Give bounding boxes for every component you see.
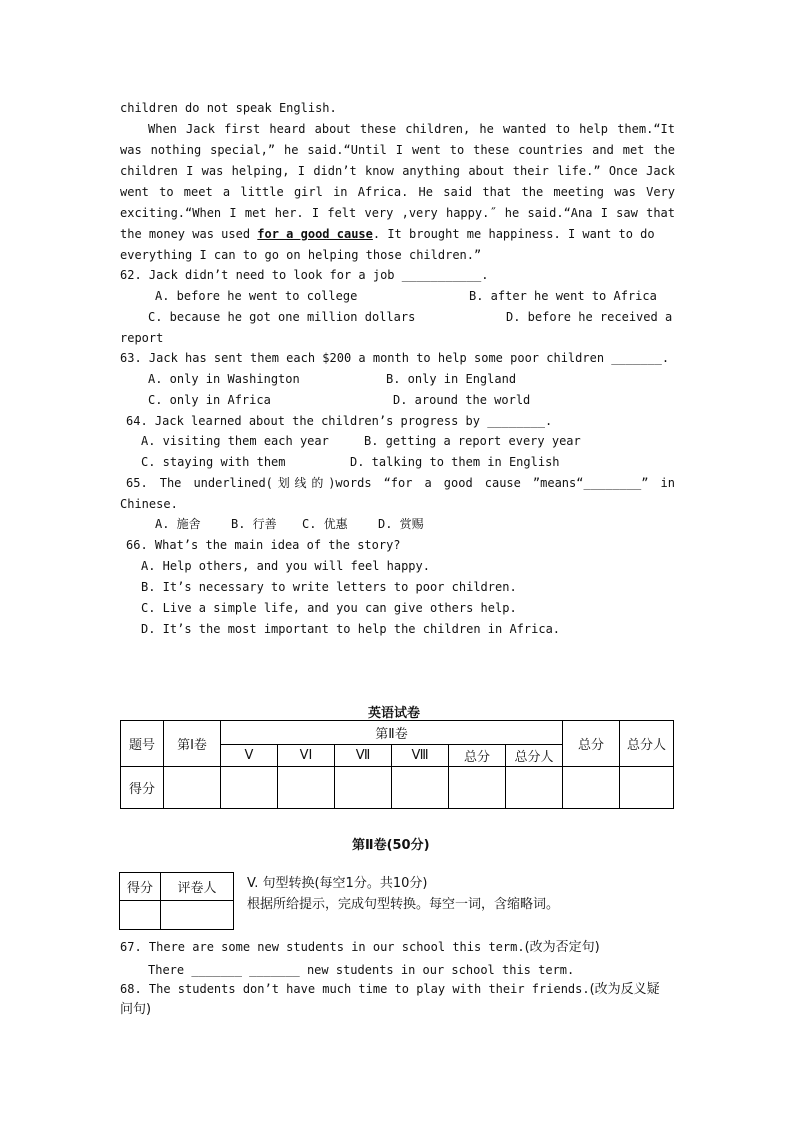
section-v-heading: V. 句型转换(每空1分。共10分) (247, 876, 428, 891)
col-viii: Ⅷ (392, 745, 449, 767)
q64-option-d: D. talking to them in English (350, 455, 560, 469)
score-cell[interactable] (392, 767, 449, 809)
score-cell[interactable] (164, 767, 221, 809)
score-cell[interactable] (563, 767, 620, 809)
passage-line: went to meet a little girl in Africa. He said that the meeting was Very (120, 185, 675, 199)
q63-option-d: D. around the world (393, 393, 531, 407)
q66-option-c: C. Live a simple life, and you can give others help. (141, 601, 517, 615)
q65-option-d: D. 赏赐 (378, 517, 424, 531)
question-63-stem: 63. Jack has sent them each $200 a month to help some poor children _______. (120, 351, 670, 365)
q62-option-b: B. after he went to Africa (469, 289, 657, 303)
question-66-stem: 66. What’s the main idea of the story? (126, 538, 401, 552)
question-65-stem-cont: Chinese. (120, 497, 178, 511)
col-subtotal-person: 总分人 (506, 745, 563, 767)
passage-text: the money was used (120, 227, 258, 241)
q62-option-d-cont: report (120, 331, 164, 345)
passage-line: exciting.“When I met her. I felt very ,very happy.˝ he said.“Ana I saw that (120, 206, 675, 220)
q62-option-a: A. before he went to college (155, 289, 358, 303)
header-question-number: 题号 (121, 721, 164, 767)
passage-line (120, 226, 675, 242)
q63-option-c: C. only in Africa (148, 393, 271, 407)
q67-answer-line: There _______ _______ new students in our school this term. (148, 963, 575, 977)
score-cell[interactable] (278, 767, 335, 809)
score-table-title: 英语试卷 (368, 706, 421, 721)
q66-option-a: A. Help others, and you will feel happy. (141, 559, 430, 573)
header-total: 总分 (563, 721, 620, 767)
grader-box (119, 872, 234, 930)
q63-option-b: B. only in England (386, 372, 517, 386)
grader-box-score-label: 得分 (120, 873, 161, 901)
q65-option-b: B. 行善 (231, 517, 277, 531)
q62-option-d: D. before he received a (506, 310, 673, 324)
q64-option-b: B. getting a report every year (364, 434, 581, 448)
header-total-person: 总分人 (620, 721, 674, 767)
passage-text: . It brought me happiness. I want to do (372, 227, 655, 241)
score-table (120, 720, 674, 809)
passage-line: When Jack first heard about these children, he wanted to help them.“It (148, 122, 675, 136)
question-68-stem (120, 981, 675, 998)
header-volume-2: 第Ⅱ卷 (221, 721, 563, 745)
passage-line: children do not speak English. (120, 101, 337, 115)
q65-option-c: C. 优惠 (302, 517, 348, 531)
q62-option-c: C. because he got one million dollars (148, 310, 416, 324)
score-cell[interactable] (335, 767, 392, 809)
grader-name-cell[interactable] (161, 901, 234, 930)
question-67-stem (120, 939, 675, 956)
q68-hint-cont: 问句) (120, 1002, 152, 1017)
score-cell[interactable] (620, 767, 674, 809)
section-2-title: 第Ⅱ卷(50分) (352, 838, 430, 853)
col-v: V (221, 745, 278, 767)
section-v-instructions: 根据所给提示，完成句型转换。每空一词，含缩略词。 (247, 897, 560, 912)
score-cell[interactable] (221, 767, 278, 809)
underlined-phrase: for a good cause (257, 227, 373, 241)
col-vi: VI (278, 745, 335, 767)
grader-score-cell[interactable] (120, 901, 161, 930)
q68-hint: (改为反义疑 (589, 982, 660, 997)
q66-option-d: D. It’s the most important to help the children in Africa. (141, 622, 561, 636)
score-cell[interactable] (506, 767, 563, 809)
grader-box-grader-label: 评卷人 (161, 873, 234, 901)
q63-option-a: A. only in Washington (148, 372, 300, 386)
passage-line: children I was helping, I didn’t know anything about their life.” Once Jack (120, 164, 675, 178)
q66-option-b: B. It’s necessary to write letters to poor children. (141, 580, 517, 594)
question-65-stem: 65. The underlined(划线的)words “for a good cause ”means“________” in (126, 476, 675, 490)
q67-text: 67. There are some new students in our school this term. (120, 940, 525, 954)
col-subtotal: 总分 (449, 745, 506, 767)
row-score-label: 得分 (121, 767, 164, 809)
q64-option-c: C. staying with them (141, 455, 286, 469)
header-volume-1: 第I卷 (164, 721, 221, 767)
question-62-stem: 62. Jack didn’t need to look for a job ___________. (120, 268, 489, 282)
col-vii: Ⅶ (335, 745, 392, 767)
question-64-stem: 64. Jack learned about the children’s progress by ________. (126, 414, 553, 428)
q64-option-a: A. visiting them each year (141, 434, 329, 448)
score-cell[interactable] (449, 767, 506, 809)
q65-option-a: A. 施舍 (155, 517, 201, 531)
passage-line: everything I can to go on helping those children.” (120, 248, 482, 262)
q68-text: 68. The students don’t have much time to play with their friends. (120, 982, 590, 996)
q67-hint: (改为否定句) (524, 940, 600, 955)
passage-line: was nothing special,” he said.“Until I went to these countries and met the (120, 143, 675, 157)
